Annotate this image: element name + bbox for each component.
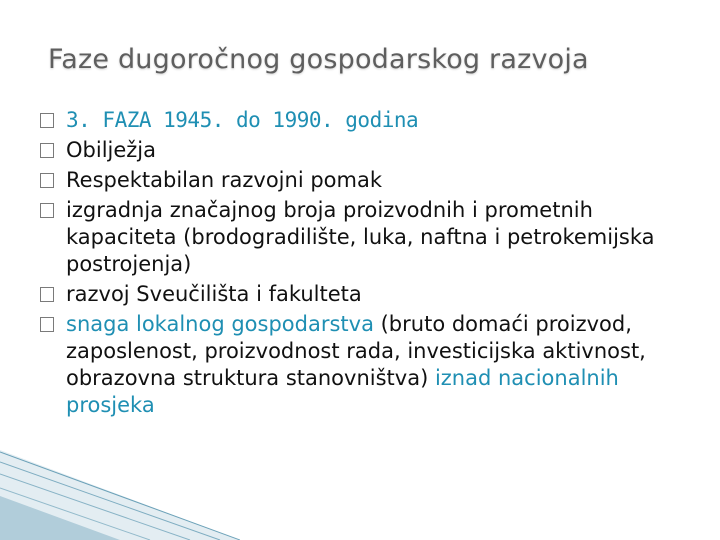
- checkbox-bullet-icon: [40, 203, 54, 218]
- bullet-item: [40, 197, 680, 278]
- checkbox-bullet-icon: [40, 317, 54, 332]
- checkbox-bullet-icon: [40, 143, 54, 158]
- bullet-highlight-text: snaga lokalnog gospodarstva: [66, 312, 374, 336]
- bullet-list: [40, 107, 680, 422]
- bullet-text: Respektabilan razvojni pomak: [66, 168, 382, 192]
- bullet-item: [40, 311, 680, 419]
- bullet-text: (bruto domaći proizvod, zaposlenost, proizvodnost rada, investicijska aktivnost, obrazovna struktura stanovništva): [66, 312, 646, 390]
- slide-title: Faze dugoročnog gospodarskog razvoja: [48, 44, 589, 75]
- bullet-text: razvoj Sveučilišta i fakulteta: [66, 282, 362, 306]
- bullet-item: [40, 107, 680, 134]
- bullet-item: [40, 281, 680, 308]
- corner-decoration: [0, 450, 240, 540]
- bullet-text: 3. FAZA 1945. do 1990. godina: [66, 108, 419, 132]
- bullet-item: [40, 167, 680, 194]
- bullet-item: [40, 137, 680, 164]
- checkbox-bullet-icon: [40, 287, 54, 302]
- bullet-text: Obilježja: [66, 138, 157, 162]
- bullet-highlight-text: iznad nacionalnih prosjeka: [66, 366, 619, 417]
- checkbox-bullet-icon: [40, 173, 54, 188]
- checkbox-bullet-icon: [40, 113, 54, 128]
- bullet-text: izgradnja značajnog broja proizvodnih i prometnih kapaciteta (brodogradilište, luka, naftna i petrokemijska postrojenja): [66, 198, 655, 276]
